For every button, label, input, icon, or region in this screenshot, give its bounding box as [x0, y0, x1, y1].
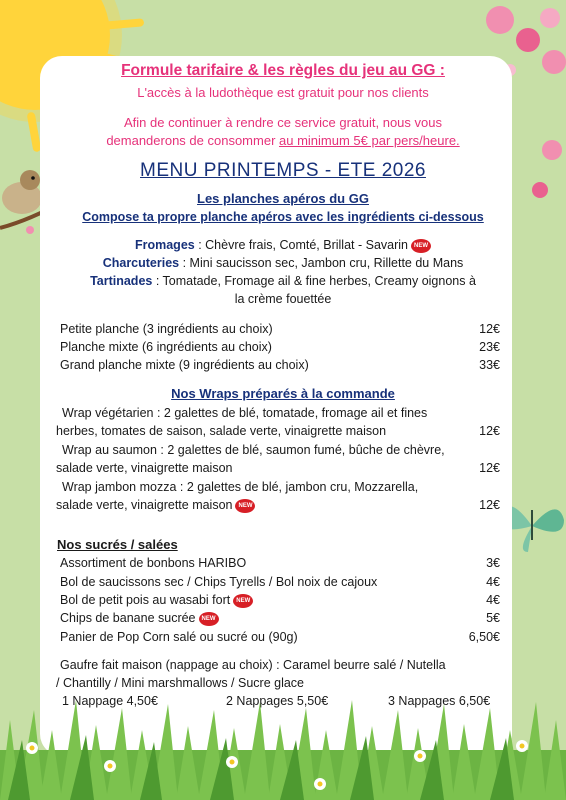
sucre-item-name: Panier de Pop Corn salé ou sucré ou (90g)	[60, 630, 298, 644]
sucre-item-name: Assortiment de bonbons HARIBO	[60, 556, 247, 570]
sucre-item-text: Chips de banane sucrée	[60, 611, 196, 625]
sucre-item-price: 5€	[486, 611, 500, 625]
wrap-jambon-line1: Wrap jambon mozza : 2 galettes de blé, jambon cru, Mozzarella,	[62, 480, 419, 494]
fromages-text: : Chèvre frais, Comté, Brillat - Savarin	[194, 238, 408, 252]
nappage-1: 1 Nappage 4,50€	[62, 694, 158, 708]
gaufre-line2: / Chantilly / Mini marshmallows / Sucre glace	[56, 676, 304, 690]
new-badge: NEW	[235, 499, 255, 513]
fromages-line	[0, 238, 566, 253]
fromages-label: Fromages	[134, 238, 195, 252]
tartinades-label: Tartinades	[90, 274, 153, 288]
new-badge: NEW	[233, 594, 253, 608]
planche-item-name: Petite planche (3 ingrédients au choix)	[60, 322, 273, 336]
wraps-title: Nos Wraps préparés à la commande	[171, 386, 395, 401]
sucre-item-price: 4€	[486, 593, 500, 607]
sucres-title: Nos sucrés / salées	[57, 537, 178, 552]
wrap-vegetarien-line2: herbes, tomates de saison, salade verte, vinaigrette maison	[56, 424, 387, 438]
planche-item-price: 12€	[479, 322, 500, 336]
planche-item-name: Grand planche mixte (9 ingrédients au choix)	[60, 358, 309, 372]
free-access-text: L'accès à la ludothèque est gratuit pour nos clients	[137, 85, 429, 100]
sucre-item-name	[60, 593, 253, 608]
wrap-saumon-price: 12€	[479, 461, 500, 475]
planches-subtitle: Compose ta propre planche apéros avec les ingrédients ci-dessous	[82, 210, 484, 224]
sucre-item-price: 6,50€	[468, 630, 500, 644]
wrap-vegetarien-line1: Wrap végétarien : 2 galettes de blé, tomatade, fromage ail et fines	[62, 406, 428, 420]
wrap-vegetarien-price: 12€	[479, 424, 500, 438]
grass-decoration	[0, 680, 566, 800]
tartinades-line2: la crème fouettée	[234, 292, 332, 306]
nappage-2: 2 Nappages 5,50€	[226, 694, 329, 708]
wrap-jambon-text: salade verte, vinaigrette maison	[56, 498, 233, 512]
wrap-jambon-price: 12€	[479, 498, 500, 512]
sucre-item-text: Bol de petit pois au wasabi fort	[60, 593, 231, 607]
sucre-item-name: Bol de saucissons sec / Chips Tyrells / Bol noix de cajoux	[60, 575, 378, 589]
planche-item-price: 23€	[479, 340, 500, 354]
wrap-jambon-line2	[56, 498, 255, 513]
new-badge: NEW	[199, 612, 219, 626]
planche-item-name: Planche mixte (6 ingrédients au choix)	[60, 340, 272, 354]
minimum-spend: au minimum 5€ par pers/heure.	[279, 133, 460, 148]
consumption-rule-line2	[0, 133, 566, 148]
charcuteries-label: Charcuteries	[102, 256, 180, 270]
charcuteries-line	[0, 256, 566, 270]
wrap-saumon-line1: Wrap au saumon : 2 galettes de blé, saumon fumé, bûche de chèvre,	[62, 443, 445, 457]
gaufre-line1: Gaufre fait maison (nappage au choix) : Caramel beurre salé / Nutella	[60, 658, 446, 672]
sucre-item-name	[60, 611, 219, 626]
planche-item-price: 33€	[479, 358, 500, 372]
charcuteries-text: : Mini saucisson sec, Jambon cru, Rillette du Mans	[179, 256, 464, 270]
nappage-3: 3 Nappages 6,50€	[388, 694, 491, 708]
sucre-item-price: 3€	[486, 556, 500, 570]
sucre-item-price: 4€	[486, 575, 500, 589]
page-title: Formule tarifaire & les règles du jeu au GG :	[121, 62, 445, 79]
tartinades-text: : Tomatade, Fromage ail & fine herbes, Creamy oignons à	[152, 274, 476, 288]
consumption-rule-text: demanderons de consommer	[106, 133, 280, 148]
consumption-rule-line1: Afin de continuer à rendre ce service gratuit, nous vous	[124, 115, 442, 130]
tartinades-line	[0, 274, 566, 288]
new-badge: NEW	[411, 239, 431, 253]
planches-title: Les planches apéros du GG	[197, 191, 369, 206]
wrap-saumon-line2: salade verte, vinaigrette maison	[56, 461, 233, 475]
menu-title: MENU PRINTEMPS - ETE 2026	[140, 160, 426, 181]
